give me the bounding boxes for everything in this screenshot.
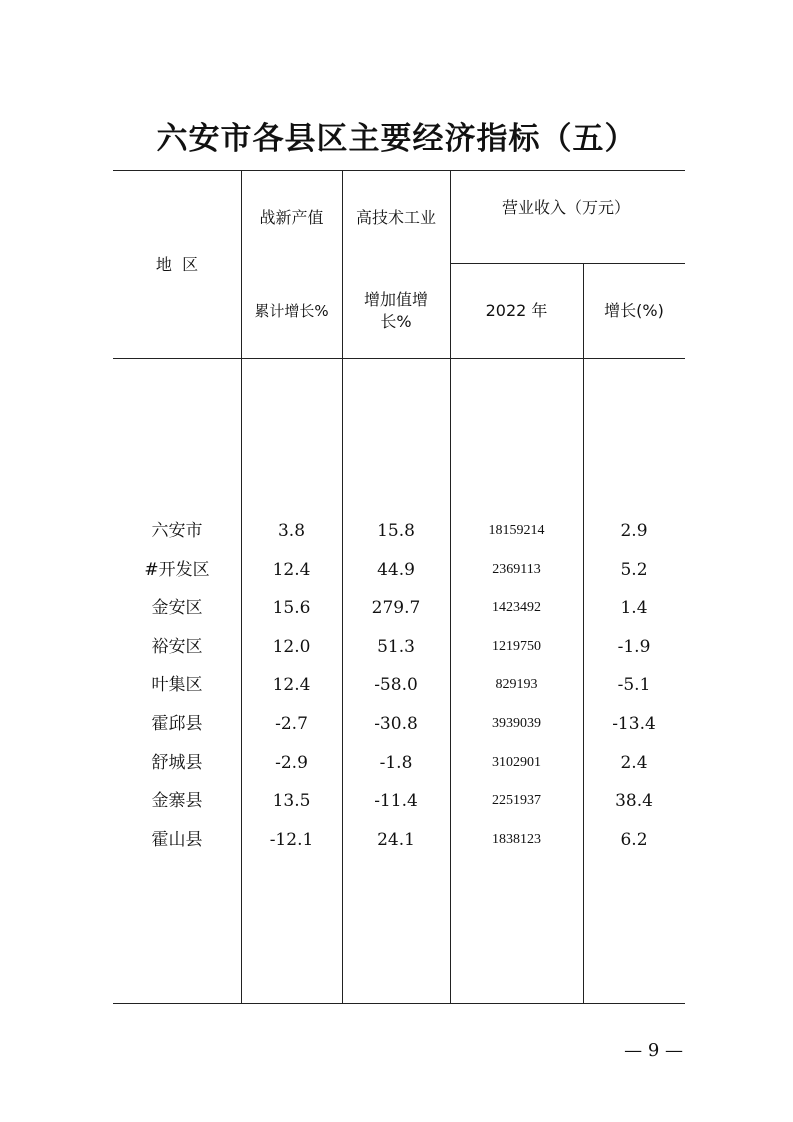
- cell-region: 金寨县: [151, 791, 203, 812]
- cell-hightech: -58.0: [374, 675, 418, 696]
- cell-growth: 2.9: [620, 521, 648, 541]
- cell-growth: -1.9: [617, 636, 651, 657]
- header-revenue-growth: 增长(%): [604, 301, 664, 320]
- cell-growth: 38.4: [615, 791, 653, 812]
- page-number: — 9 —: [624, 1040, 683, 1061]
- cell-hightech: 24.1: [377, 829, 415, 850]
- cell-strategic: -2.9: [275, 752, 308, 773]
- cell-revenue: 1219750: [492, 638, 541, 654]
- cell-growth: 5.2: [620, 559, 648, 580]
- table-row: [0, 666, 793, 705]
- table-row: [0, 821, 793, 860]
- cell-revenue: 3102901: [492, 754, 541, 770]
- table-row: [0, 628, 793, 667]
- cell-strategic: 12.4: [272, 675, 311, 696]
- cell-hightech: 279.7: [371, 598, 421, 619]
- cell-strategic: 15.6: [272, 598, 311, 619]
- table-bottom-rule: [113, 1003, 685, 1004]
- header-revenue-top: 营业收入（万元）: [502, 198, 631, 217]
- table-row: [0, 705, 793, 744]
- cell-region: 叶集区: [151, 675, 203, 696]
- table-row: [0, 551, 793, 590]
- cell-growth: 2.4: [620, 752, 648, 773]
- cell-growth: -13.4: [612, 713, 656, 734]
- table-row: [0, 744, 793, 783]
- cell-revenue: 1423492: [492, 600, 541, 616]
- cell-revenue: 2251937: [492, 793, 541, 809]
- cell-strategic: -12.1: [269, 829, 314, 850]
- cell-region: 裕安区: [151, 636, 203, 657]
- cell-strategic: -2.7: [275, 713, 308, 734]
- cell-revenue: 2369113: [492, 561, 541, 577]
- header-revenue-year: 2022 年: [485, 301, 548, 320]
- cell-hightech: -1.8: [379, 752, 413, 773]
- cell-growth: -5.1: [617, 675, 651, 696]
- table-body: [0, 512, 793, 859]
- cell-revenue: 829193: [495, 677, 538, 693]
- cell-region: 霍山县: [151, 829, 203, 850]
- cell-region: 六安市: [151, 521, 203, 541]
- revenue-subheader-rule: [450, 263, 685, 264]
- header-bottom-rule: [113, 358, 685, 359]
- cell-strategic: 13.5: [272, 791, 311, 812]
- header-strategic-bottom: 累计增长%: [254, 302, 329, 320]
- cell-growth: 1.4: [620, 598, 648, 619]
- table-row: [0, 589, 793, 628]
- cell-revenue: 18159214: [488, 523, 545, 538]
- page-title: 六安市各县区主要经济指标（五）: [156, 121, 637, 157]
- table-top-rule: [113, 170, 685, 171]
- cell-strategic: 12.4: [272, 559, 311, 580]
- header-strategic-top: 战新产值: [259, 208, 324, 227]
- cell-hightech: 51.3: [377, 636, 415, 657]
- cell-growth: 6.2: [620, 829, 648, 850]
- cell-revenue: 1838123: [492, 831, 541, 847]
- header-hightech-top: 高技术工业: [355, 208, 436, 227]
- cell-region: 舒城县: [151, 752, 203, 773]
- cell-strategic: 3.8: [277, 521, 306, 541]
- table-row: [0, 782, 793, 821]
- cell-hightech: 15.8: [377, 521, 415, 541]
- cell-region: 霍邱县: [151, 713, 203, 734]
- header-region: 地 区: [155, 255, 199, 274]
- cell-revenue: 3939039: [492, 715, 541, 731]
- cell-hightech: -11.4: [374, 791, 418, 812]
- header-hightech-bottom: 增加值增长%: [363, 290, 428, 331]
- cell-strategic: 12.0: [272, 636, 311, 657]
- table-row: [0, 512, 793, 551]
- cell-hightech: 44.9: [377, 559, 415, 580]
- cell-hightech: -30.8: [374, 713, 418, 734]
- cell-region: 金安区: [151, 598, 203, 619]
- cell-region: #开发区: [144, 559, 210, 580]
